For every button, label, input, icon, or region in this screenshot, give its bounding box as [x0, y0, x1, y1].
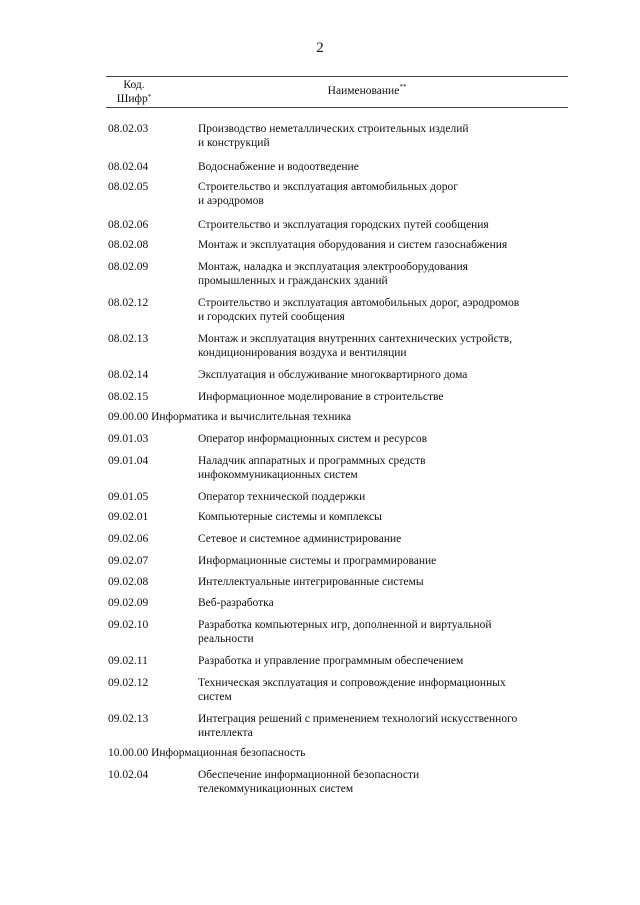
row-name — [198, 296, 570, 324]
row-code: 09.01.05 — [108, 491, 149, 503]
row-name-line: Монтаж и эксплуатация оборудования и систем газоснабжения — [198, 239, 508, 251]
row-name — [198, 160, 570, 174]
row-name-line: Информационные системы и программирование — [198, 555, 437, 567]
row-name-line: Компьютерные системы и комплексы — [198, 511, 382, 523]
row-code: 09.02.10 — [108, 619, 149, 631]
row-name — [198, 532, 570, 546]
row-name — [198, 676, 570, 704]
row-name-line: систем — [198, 691, 232, 703]
row-name-line: Наладчик аппаратных и программных средств — [198, 455, 426, 467]
row-code: 08.02.14 — [108, 369, 149, 381]
row-name — [198, 332, 570, 360]
name-column-header — [166, 85, 568, 97]
row-name-line: телекоммуникационных систем — [198, 783, 354, 795]
row-name-line: Строительство и эксплуатация автомобильных дорог — [198, 181, 458, 193]
row-name-line: реальности — [198, 633, 254, 645]
row-name — [198, 260, 570, 288]
row-name — [198, 618, 570, 646]
row-name-line: Интеграция решений с применением технологий искусственного — [198, 713, 518, 725]
code-header-text: Шифр — [116, 93, 148, 105]
row-name-line: Строительство и эксплуатация автомобильных дорог, аэродромов — [198, 297, 520, 309]
row-code: 08.02.08 — [108, 239, 149, 251]
row-name-line: Строительство и эксплуатация городских путей сообщения — [198, 219, 489, 231]
row-code: 09.02.07 — [108, 555, 149, 567]
row-name-line: Сетевое и системное администрирование — [198, 533, 402, 545]
row-code: 09.01.04 — [108, 455, 149, 467]
row-code: 08.02.03 — [108, 123, 149, 135]
row-code: 09.02.12 — [108, 677, 149, 689]
row-name-line: Интеллектуальные интегрированные системы — [198, 576, 424, 588]
row-code: 09.02.13 — [108, 713, 149, 725]
section-heading: 09.00.00 Информатика и вычислительная техника — [108, 411, 352, 423]
row-name — [198, 432, 570, 446]
row-name-line: Монтаж, наладка и эксплуатация электрооборудования — [198, 261, 468, 273]
row-name — [198, 238, 570, 252]
row-code: 08.02.09 — [108, 261, 149, 273]
row-name — [198, 368, 570, 382]
row-name-line: Веб-разработка — [198, 597, 274, 609]
row-name — [198, 218, 570, 232]
row-name-line: промышленных и гражданских зданий — [198, 275, 388, 287]
row-name — [198, 390, 570, 404]
row-name-line: Обеспечение информационной безопасности — [198, 769, 420, 781]
row-name-line: инфокоммуникационных систем — [198, 469, 358, 481]
row-code: 08.02.04 — [108, 161, 149, 173]
code-column-header — [106, 78, 162, 106]
page-number: 2 — [316, 40, 324, 56]
row-name-line: Эксплуатация и обслуживание многоквартирного дома — [198, 369, 468, 381]
code-footnote-mark: * — [147, 93, 152, 101]
row-name-line: Оператор информационных систем и ресурсов — [198, 433, 428, 445]
row-code: 09.02.08 — [108, 576, 149, 588]
row-name-line: и городских путей сообщения — [198, 311, 345, 323]
row-name — [198, 712, 570, 740]
row-code: 09.02.06 — [108, 533, 149, 545]
row-name — [198, 554, 570, 568]
row-name — [198, 575, 570, 589]
row-name-line: Разработка компьютерных игр, дополненной и виртуальной — [198, 619, 492, 631]
row-code: 09.01.03 — [108, 433, 149, 445]
section-heading: 10.00.00 Информационная безопасность — [108, 747, 306, 759]
row-code: 10.02.04 — [108, 769, 149, 781]
code-header-line1: Код. — [123, 79, 145, 91]
row-name — [198, 180, 570, 208]
row-name-line: Оператор технической поддержки — [198, 491, 366, 503]
code-header-line2 — [106, 92, 162, 106]
row-name-line: интеллекта — [198, 727, 253, 739]
row-name-line: Производство неметаллических строительных изделий — [198, 123, 469, 135]
row-name — [198, 454, 570, 482]
row-name-line: Информационное моделирование в строительстве — [198, 391, 444, 403]
row-name-line: Техническая эксплуатация и сопровождение информационных — [198, 677, 506, 689]
row-name-line: Монтаж и эксплуатация внутренних сантехнических устройств, — [198, 333, 513, 345]
row-name — [198, 490, 570, 504]
row-code: 09.02.09 — [108, 597, 149, 609]
row-name-line: Разработка и управление программным обеспечением — [198, 655, 464, 667]
row-code: 09.02.01 — [108, 511, 149, 523]
row-code: 08.02.06 — [108, 219, 149, 231]
row-code: 08.02.13 — [108, 333, 149, 345]
row-name — [198, 654, 570, 668]
row-name — [198, 596, 570, 610]
name-footnote-mark: ** — [399, 83, 407, 91]
row-name-line: и конструкций — [198, 137, 270, 149]
row-name — [198, 768, 570, 796]
row-name-line: кондиционирования воздуха и вентиляции — [198, 347, 407, 359]
row-code: 08.02.15 — [108, 391, 149, 403]
name-header-text: Наименование — [327, 85, 400, 97]
row-code: 08.02.12 — [108, 297, 149, 309]
row-name-line: Водоснабжение и водоотведение — [198, 161, 359, 173]
row-code: 08.02.05 — [108, 181, 149, 193]
row-name — [198, 122, 570, 150]
row-name — [198, 510, 570, 524]
row-name-line: и аэродромов — [198, 195, 264, 207]
table-header — [106, 76, 568, 108]
row-code: 09.02.11 — [108, 655, 148, 667]
